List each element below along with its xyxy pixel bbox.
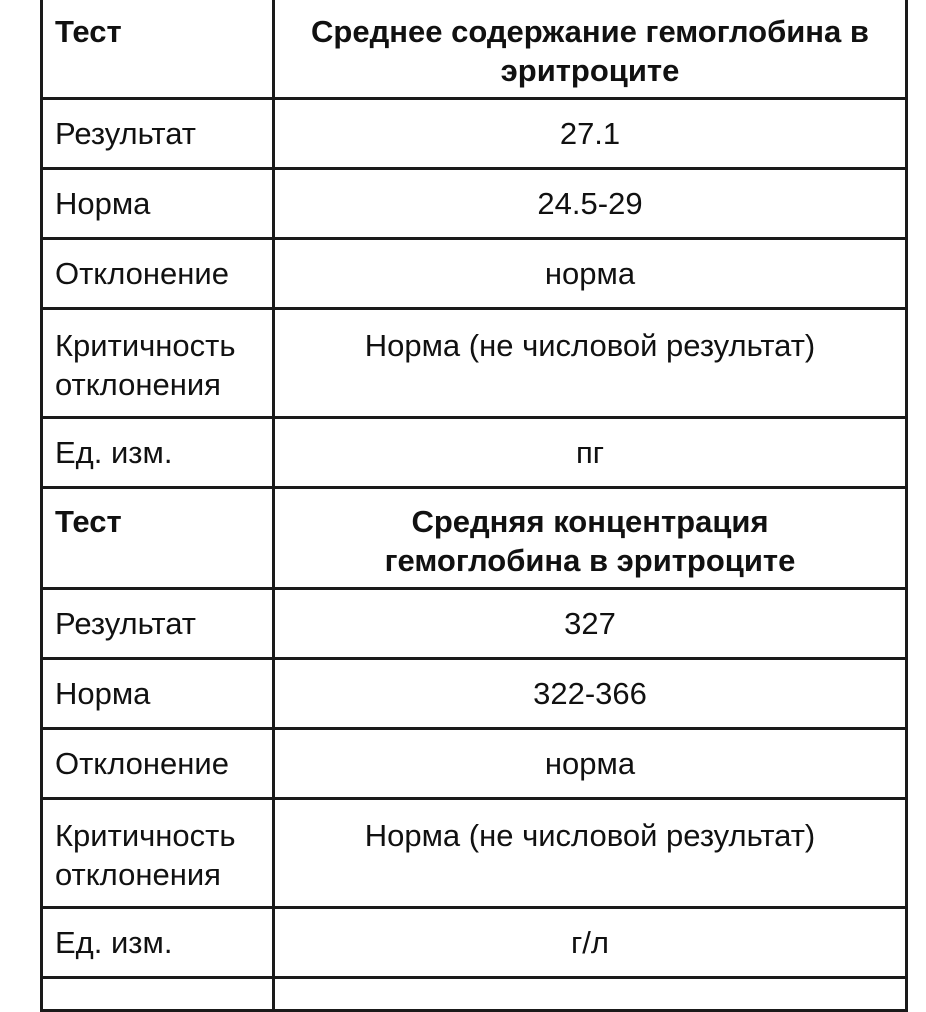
table-row: [42, 239, 907, 309]
table-row: [42, 169, 907, 239]
row-value: г/л: [274, 908, 907, 978]
row-label: Критичность отклонения: [42, 309, 274, 418]
row-value: Норма (не числовой результат): [274, 309, 907, 418]
row-label: Ед. изм.: [42, 418, 274, 488]
table-row: [42, 908, 907, 978]
table-row: [42, 799, 907, 908]
row-value: норма: [274, 239, 907, 309]
table-row: [42, 99, 907, 169]
empty-cell: [274, 978, 907, 1011]
row-value: 327: [274, 589, 907, 659]
test-header-label: Тест: [42, 0, 274, 99]
test-header-label: Тест: [42, 488, 274, 589]
row-label: Результат: [42, 589, 274, 659]
row-value: 322-366: [274, 659, 907, 729]
row-label: Отклонение: [42, 239, 274, 309]
table-row: [42, 659, 907, 729]
row-label: Ед. изм.: [42, 908, 274, 978]
row-label: Норма: [42, 169, 274, 239]
table-row: [42, 729, 907, 799]
table-row: [42, 589, 907, 659]
row-value: пг: [274, 418, 907, 488]
test-header-row: [42, 0, 907, 99]
row-value: норма: [274, 729, 907, 799]
row-label: Норма: [42, 659, 274, 729]
row-value: Норма (не числовой результат): [274, 799, 907, 908]
empty-cell: [42, 978, 274, 1011]
table-row: [42, 418, 907, 488]
test-name: Среднее содержание гемоглобина в эритроците: [274, 0, 907, 99]
table-row: [42, 309, 907, 418]
row-label: Результат: [42, 99, 274, 169]
row-label: Критичность отклонения: [42, 799, 274, 908]
row-label: Отклонение: [42, 729, 274, 799]
test-name: Средняя концентрация гемоглобина в эритроците: [274, 488, 907, 589]
test-header-row: [42, 488, 907, 589]
row-value: 27.1: [274, 99, 907, 169]
table-row-cutoff: [42, 978, 907, 1011]
row-value: 24.5-29: [274, 169, 907, 239]
lab-results-table: [40, 0, 908, 1012]
